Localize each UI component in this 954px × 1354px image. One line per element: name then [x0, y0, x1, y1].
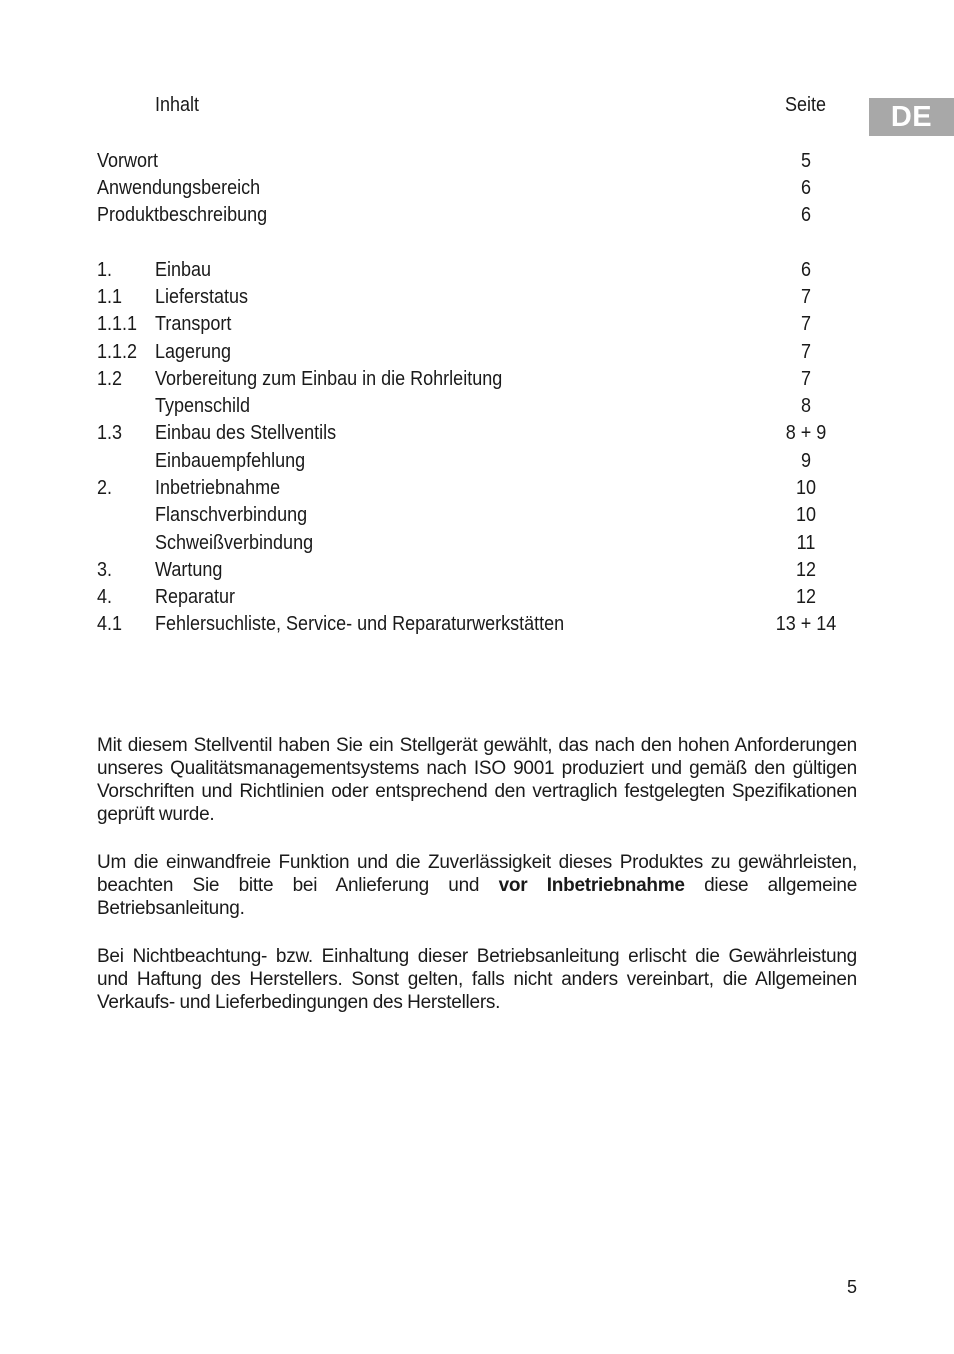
- toc-entry-number: 1.1.2: [97, 341, 138, 363]
- toc-heading: Inhalt: [155, 94, 200, 116]
- toc-entry-title: Transport: [155, 313, 232, 335]
- toc-entry: [0, 393, 954, 419]
- toc-front-row-vorwort: [0, 148, 954, 174]
- intro-text: [97, 734, 857, 1039]
- intro-paragraph-1: Mit diesem Stellventil haben Sie ein Stellgerät gewählt, das nach den hohen Anforderungen unseres Qualitätsmanagementsystems nach ISO 9001 produziert und gemäß den gültigen Vorschriften und Richtlinien oder entsprechend den vertraglich festgelegten Spezifikationen geprüft wurde.: [97, 735, 857, 825]
- toc-entry: [0, 311, 954, 337]
- toc-entry-page: 8: [800, 395, 812, 417]
- toc-entry-title: Inbetriebnahme: [155, 477, 281, 499]
- toc-entry-page: 10: [795, 477, 817, 499]
- toc-entry: [0, 611, 954, 637]
- toc-front-row-produktbeschreibung: [0, 202, 954, 228]
- toc-entry-number: 1.1.1: [97, 313, 138, 335]
- toc-entry-page: 10: [795, 504, 817, 526]
- toc-entry: [0, 475, 954, 501]
- intro-paragraph-2-emphasis: vor Inbetriebnahme: [498, 875, 685, 896]
- toc-entry-title: Lieferstatus: [155, 286, 249, 308]
- intro-paragraph-3: Bei Nichtbeachtung- bzw. Einhaltung dieser Betriebsanleitung erlischt die Gewährleistung und Haftung des Herstellers. Sonst gelten, falls nicht anders vereinbart, die Allgemeinen Verkaufs- und Lieferbedingungen des Herstellers.: [97, 946, 857, 1013]
- toc-entry-number: 3.: [97, 559, 113, 581]
- toc-entry-title: Wartung: [155, 559, 223, 581]
- toc-front-page: 5: [800, 150, 812, 172]
- toc-entry-page: 7: [800, 368, 812, 390]
- toc-entry: [0, 584, 954, 610]
- toc-front-title: Anwendungsbereich: [97, 177, 261, 199]
- toc-entry: [0, 339, 954, 365]
- toc-entry: [0, 366, 954, 392]
- toc-entry-number: 2.: [97, 477, 113, 499]
- toc-entry-page: 7: [800, 341, 812, 363]
- toc-entry-number: 1.: [97, 259, 113, 281]
- toc-entry-number: 1.1: [97, 286, 123, 308]
- toc-entry-number: 1.2: [97, 368, 123, 390]
- toc-entry: [0, 448, 954, 474]
- toc-entry: [0, 530, 954, 556]
- toc-entry-page: 7: [800, 286, 812, 308]
- toc-front-page: 6: [800, 204, 812, 226]
- language-tab: DE: [869, 98, 954, 136]
- toc-entry-number: 4.1: [97, 613, 123, 635]
- toc-entry-title: Fehlersuchliste, Service- und Reparaturwerkstätten: [155, 613, 565, 635]
- toc-entry-page: 6: [800, 259, 812, 281]
- toc-entry-number: 4.: [97, 586, 113, 608]
- intro-paragraph-2-text-end: diese allgemeine Betriebsanleitung.: [97, 875, 858, 919]
- toc-entry: [0, 420, 954, 446]
- toc-entry-page: 13 + 14: [775, 613, 837, 635]
- intro-paragraph-2-text: Um die einwandfreie Funktion und die Zuverlässigkeit dieses Produktes zu gewährleisten, beachten Sie bitte bei Anlieferung und: [97, 852, 857, 896]
- toc-entry-title: Einbauempfehlung: [155, 450, 306, 472]
- toc-entry-page: 7: [800, 313, 812, 335]
- toc-front-title: Produktbeschreibung: [97, 204, 268, 226]
- toc-entry-page: 12: [795, 559, 817, 581]
- toc-front-page: 6: [800, 177, 812, 199]
- toc-page-heading: Seite: [785, 94, 827, 116]
- toc-entry-title: Reparatur: [155, 586, 236, 608]
- toc-entry-title: Einbau des Stellventils: [155, 422, 337, 444]
- toc-entry: [0, 284, 954, 310]
- toc-front-row-anwendungsbereich: [0, 175, 954, 201]
- toc-entry-title: Flanschverbindung: [155, 504, 308, 526]
- toc-entry: [0, 557, 954, 583]
- toc-entry-title: Einbau: [155, 259, 212, 281]
- toc-entry-title: Lagerung: [155, 341, 232, 363]
- toc-entry: [0, 257, 954, 283]
- toc-entry-page: 9: [800, 450, 812, 472]
- toc-entry-page: 12: [795, 586, 817, 608]
- intro-paragraph-2: [97, 851, 857, 920]
- toc-entry-page: 11: [796, 532, 816, 554]
- page-number: 5: [847, 1277, 858, 1297]
- toc-entry-title: Typenschild: [155, 395, 251, 417]
- toc-entry-title: Vorbereitung zum Einbau in die Rohrleitung: [155, 368, 503, 390]
- toc-entry-title: Schweißverbindung: [155, 532, 314, 554]
- toc-entry: [0, 502, 954, 528]
- toc-entry-number: 1.3: [97, 422, 123, 444]
- toc-front-title: Vorwort: [97, 150, 159, 172]
- toc-entry-page: 8 + 9: [785, 422, 827, 444]
